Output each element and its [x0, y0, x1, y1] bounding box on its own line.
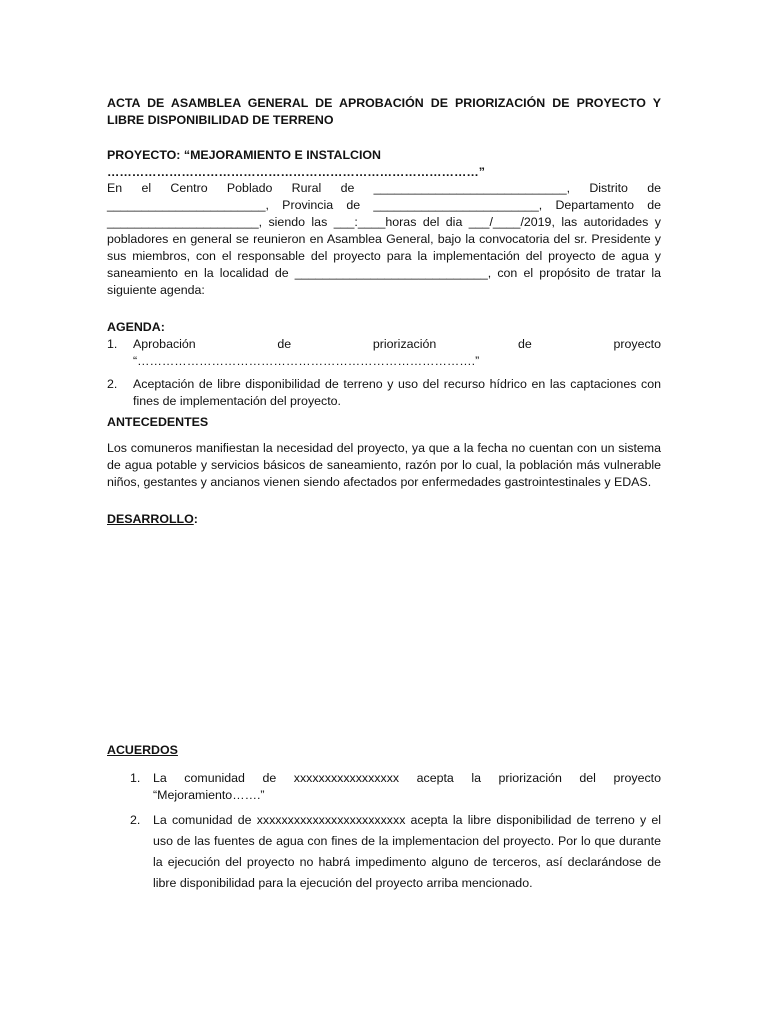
- document-title: ACTA DE ASAMBLEA GENERAL DE APROBACIÓN DE PRIORIZACIÓN DE PROYECTO Y LIBRE DISPONIBILIDAD DE TERRENO: [107, 96, 661, 127]
- antecedentes-text: Los comuneros manifiestan la necesidad del proyecto, ya que a la fecha no cuentan con un sistema de agua potable y servicios básicos de saneamiento, razón por lo cual, la población más vulnerable niños, gestantes y ancianos vienen siendo afectados por enfermedades gastrointestinales y EDAS.: [107, 441, 661, 489]
- desarrollo-heading-text: DESARROLLO: [107, 512, 194, 526]
- agenda-item-text: “……………………………………………………………………….”: [133, 354, 480, 368]
- intro-line: saneamiento en la localidad de ____________________________, con el propósito de tratar la: [107, 266, 661, 280]
- agenda-item-text: fines de implementación del proyecto.: [133, 394, 342, 408]
- acuerdos-item-text: “Mejoramiento…….”: [153, 788, 265, 802]
- intro-line: _______________________, Provincia de ________________________, Departamento de: [107, 198, 661, 212]
- acuerdos-list: [130, 770, 661, 894]
- intro-line: ______________________, siendo las ___:____horas del dia ___/____/2019, las autoridades y: [107, 215, 661, 229]
- agenda-list: [107, 336, 661, 410]
- agenda-item: [107, 376, 661, 410]
- antecedentes-heading: ANTECEDENTES: [107, 415, 209, 429]
- intro-paragraph: [107, 180, 661, 299]
- agenda-item-text: Aceptación de libre disponibilidad de terreno y uso del recurso hídrico en las captaciones con: [133, 377, 661, 391]
- acuerdos-item-number: 1.: [130, 771, 141, 785]
- acuerdos-heading: ACUERDOS: [107, 743, 178, 757]
- project-line: PROYECTO: “MEJORAMIENTO E INSTALCION ………………………………………………………………………………”: [107, 148, 485, 179]
- desarrollo-heading: [107, 511, 661, 528]
- intro-line: pobladores en general se reunieron en Asamblea General, bajo la convocatoria del sr. Presidente y: [107, 232, 661, 246]
- acuerdos-item: [130, 770, 661, 804]
- acuerdos-item-text: La comunidad de xxxxxxxxxxxxxxxxxxxxxxxx acepta la libre disponibilidad de terreno y el uso de las fuentes de agua con fines de la implementacion del proyecto. Por lo que durante la ejecución del proyecto no habrá impedimento alguno de terceros, así declarándose de libre disponibilidad para la ejecución del proyecto arriba mencionado.: [153, 813, 661, 890]
- acuerdos-item-number: 2.: [130, 813, 141, 827]
- intro-line: siguiente agenda:: [107, 283, 205, 297]
- acuerdos-item-text: La comunidad de xxxxxxxxxxxxxxxxx acepta la priorización del proyecto: [153, 771, 661, 785]
- agenda-item: [107, 336, 661, 370]
- intro-line: sus miembros, con el responsable del proyecto para la implementación del proyecto de agua y: [107, 249, 661, 263]
- agenda-item-number: 2.: [107, 377, 118, 391]
- desarrollo-heading-colon: :: [193, 512, 198, 526]
- intro-line: En el Centro Poblado Rural de ____________________________, Distrito de: [107, 181, 661, 195]
- acuerdos-item: [130, 810, 661, 894]
- agenda-heading: AGENDA:: [107, 320, 165, 334]
- agenda-item-text: Aprobación de priorización de proyecto: [133, 337, 661, 351]
- agenda-item-number: 1.: [107, 337, 118, 351]
